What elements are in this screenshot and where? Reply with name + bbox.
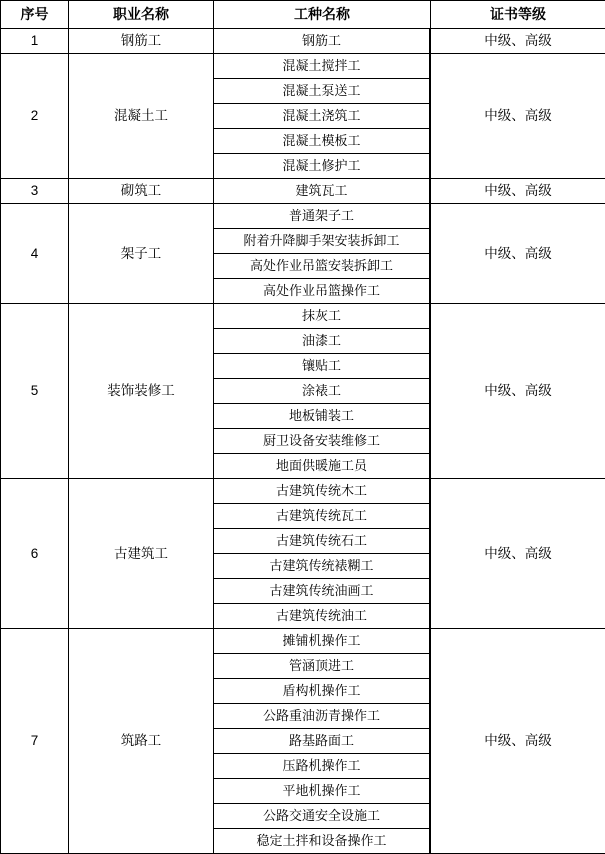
cell-work: 涂裱工	[214, 379, 430, 404]
work-row	[214, 504, 430, 529]
cell-level: 中级、高级	[431, 179, 605, 204]
cell-work: 抹灰工	[214, 304, 430, 329]
work-row	[214, 254, 430, 279]
cell-work-list	[214, 479, 431, 629]
work-row	[214, 129, 430, 154]
work-row	[214, 29, 430, 53]
cell-level: 中级、高级	[431, 479, 605, 629]
work-row	[214, 354, 430, 379]
work-row	[214, 154, 430, 179]
cell-sequence: 1	[1, 29, 69, 54]
cell-occupation: 筑路工	[69, 629, 214, 854]
work-row	[214, 479, 430, 504]
cell-occupation: 砌筑工	[69, 179, 214, 204]
cell-work: 高处作业吊篮安装拆卸工	[214, 254, 430, 279]
cell-occupation: 混凝土工	[69, 54, 214, 179]
cell-work: 古建筑传统石工	[214, 529, 430, 554]
cell-work: 混凝土修护工	[214, 154, 430, 179]
work-row	[214, 754, 430, 779]
table-header	[1, 1, 605, 29]
work-row	[214, 304, 430, 329]
table-row	[1, 179, 605, 204]
work-row	[214, 679, 430, 704]
cell-work: 古建筑传统木工	[214, 479, 430, 504]
cell-work: 古建筑传统油工	[214, 604, 430, 629]
work-row	[214, 704, 430, 729]
cell-work: 公路重油沥青操作工	[214, 704, 430, 729]
work-row	[214, 79, 430, 104]
work-row	[214, 229, 430, 254]
cell-work: 摊铺机操作工	[214, 629, 430, 654]
header-row	[1, 1, 605, 29]
cell-work: 普通架子工	[214, 204, 430, 229]
cell-work: 混凝土模板工	[214, 129, 430, 154]
cell-work: 高处作业吊篮操作工	[214, 279, 430, 304]
cell-sequence: 7	[1, 629, 69, 854]
table-row	[1, 54, 605, 179]
cell-work: 稳定土拌和设备操作工	[214, 829, 430, 854]
work-row	[214, 54, 430, 79]
work-row	[214, 629, 430, 654]
work-row	[214, 654, 430, 679]
cell-work: 古建筑传统油画工	[214, 579, 430, 604]
cell-occupation: 钢筋工	[69, 29, 214, 54]
work-row	[214, 829, 430, 854]
table-row	[1, 204, 605, 304]
cell-work: 钢筋工	[214, 29, 430, 53]
work-row	[214, 379, 430, 404]
cell-work: 公路交通安全设施工	[214, 804, 430, 829]
table-row	[1, 629, 605, 854]
table-row	[1, 29, 605, 54]
cell-work: 厨卫设备安装维修工	[214, 429, 430, 454]
cell-sequence: 3	[1, 179, 69, 204]
cell-work: 混凝土浇筑工	[214, 104, 430, 129]
cell-occupation: 架子工	[69, 204, 214, 304]
cell-level: 中级、高级	[431, 204, 605, 304]
work-row	[214, 604, 430, 629]
cell-work: 管涵顶进工	[214, 654, 430, 679]
cell-work: 盾构机操作工	[214, 679, 430, 704]
cell-work-list	[214, 629, 431, 854]
cell-occupation: 古建筑工	[69, 479, 214, 629]
cell-occupation: 装饰装修工	[69, 304, 214, 479]
header-occupation: 职业名称	[69, 1, 214, 29]
work-row	[214, 729, 430, 754]
cell-work: 混凝土搅拌工	[214, 54, 430, 79]
cell-work: 路基路面工	[214, 729, 430, 754]
cell-work: 古建筑传统裱糊工	[214, 554, 430, 579]
cell-sequence: 6	[1, 479, 69, 629]
cell-work: 平地机操作工	[214, 779, 430, 804]
work-row	[214, 104, 430, 129]
work-row	[214, 454, 430, 479]
cell-work-list	[214, 179, 431, 204]
cell-level: 中级、高级	[431, 304, 605, 479]
work-row	[214, 554, 430, 579]
work-row	[214, 429, 430, 454]
work-row	[214, 579, 430, 604]
work-row	[214, 779, 430, 804]
cell-work: 地面供暖施工员	[214, 454, 430, 479]
cell-work: 古建筑传统瓦工	[214, 504, 430, 529]
cell-work: 油漆工	[214, 329, 430, 354]
cell-level: 中级、高级	[431, 629, 605, 854]
work-row	[214, 529, 430, 554]
cell-work-list	[214, 204, 431, 304]
cell-work-list	[214, 304, 431, 479]
cell-work: 镶贴工	[214, 354, 430, 379]
work-row	[214, 804, 430, 829]
work-row	[214, 404, 430, 429]
work-row	[214, 204, 430, 229]
header-seq: 序号	[1, 1, 69, 29]
cell-work: 混凝土泵送工	[214, 79, 430, 104]
cell-work-list	[214, 54, 431, 179]
cell-work: 附着升降脚手架安装拆卸工	[214, 229, 430, 254]
cell-sequence: 5	[1, 304, 69, 479]
table-row	[1, 304, 605, 479]
cell-work: 地板铺装工	[214, 404, 430, 429]
header-level: 证书等级	[431, 1, 605, 29]
cell-work: 建筑瓦工	[214, 179, 430, 203]
cell-level: 中级、高级	[431, 54, 605, 179]
cell-sequence: 2	[1, 54, 69, 179]
header-work: 工种名称	[214, 1, 431, 29]
cell-work-list	[214, 29, 431, 54]
cell-sequence: 4	[1, 204, 69, 304]
work-row	[214, 329, 430, 354]
cell-level: 中级、高级	[431, 29, 605, 54]
cell-work: 压路机操作工	[214, 754, 430, 779]
work-row	[214, 279, 430, 304]
table-row	[1, 479, 605, 629]
work-row	[214, 179, 430, 203]
table-body	[1, 29, 605, 854]
